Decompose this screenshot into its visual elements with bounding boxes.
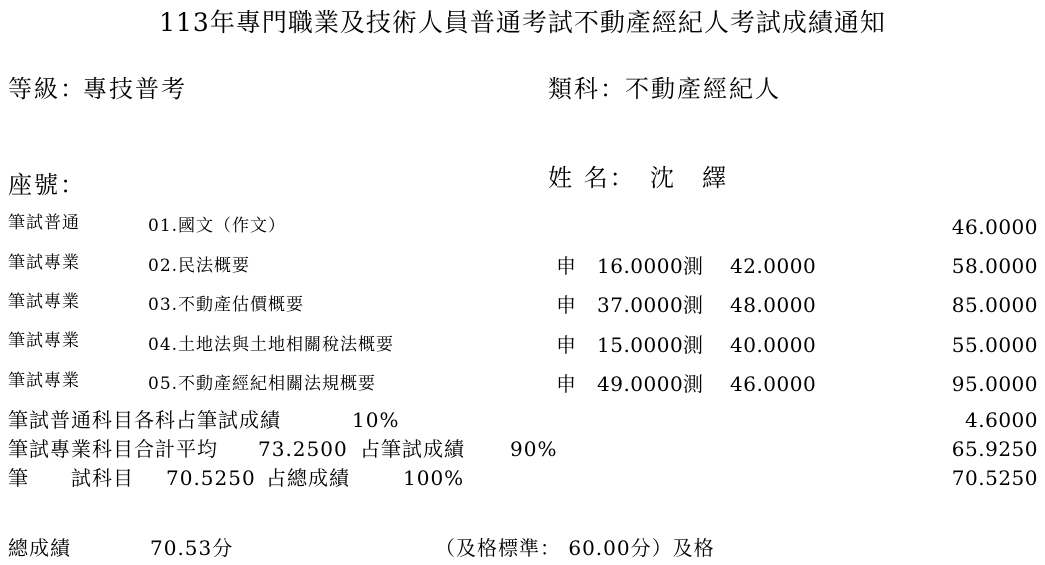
subject-name: 05.不動產經紀相關法規概要 (148, 374, 377, 394)
summary-label: 筆試專業科目合計平均 (8, 437, 218, 461)
essay-label: 申 (556, 254, 577, 278)
total-score: 70.53分 (150, 536, 234, 560)
summary-label: 筆試普通科目各科占筆試成績 (8, 408, 281, 432)
subject-score: 58.0000 (951, 254, 1038, 278)
seat-label: 座號： (8, 171, 86, 199)
essay-label: 申 (556, 333, 577, 357)
subject-type: 筆試專業 (8, 253, 80, 273)
category-label: 類科： (548, 75, 626, 103)
subject-name: 01.國文（作文） (148, 216, 287, 236)
subject-type: 筆試專業 (8, 331, 80, 351)
subject-type: 筆試專業 (8, 371, 80, 391)
test-label: 測 (683, 333, 704, 357)
page-title: 113年專門職業及技術人員普通考試不動產經紀人考試成績通知 (159, 8, 886, 37)
summary-percent: 100% (403, 466, 465, 490)
essay-label: 申 (556, 293, 577, 317)
subject-name: 04.土地法與土地相關稅法概要 (148, 335, 395, 355)
subject-score: 95.0000 (951, 372, 1038, 396)
subject-name: 02.民法概要 (148, 256, 251, 276)
subject-score: 55.0000 (951, 333, 1038, 357)
test-score: 42.0000 (730, 254, 817, 278)
summary-average: 70.5250 (166, 466, 256, 490)
test-score: 46.0000 (730, 372, 817, 396)
essay-score: 37.0000 (597, 293, 684, 317)
grade-value: 專技普考 (83, 75, 187, 103)
summary-label: 筆 試科目 (8, 466, 134, 490)
essay-label: 申 (556, 372, 577, 396)
subject-score: 85.0000 (951, 293, 1038, 317)
name-label: 姓 名： (548, 164, 636, 192)
summary-value: 70.5250 (951, 466, 1038, 490)
test-label: 測 (683, 254, 704, 278)
test-score: 40.0000 (730, 333, 817, 357)
essay-score: 15.0000 (597, 333, 684, 357)
summary-percent: 10% (352, 408, 400, 432)
subject-name: 03.不動產估價概要 (148, 295, 305, 315)
grade-label: 等級： (8, 75, 86, 103)
test-score: 48.0000 (730, 293, 817, 317)
summary-percent: 90% (510, 437, 558, 461)
summary-value: 4.6000 (965, 408, 1038, 432)
subject-type: 筆試專業 (8, 292, 80, 312)
essay-score: 16.0000 (597, 254, 684, 278)
summary-percent-label: 占筆試成績 (360, 437, 465, 461)
subject-type: 筆試普通 (8, 213, 80, 233)
category-value: 不動產經紀人 (625, 75, 781, 103)
total-label: 總成績 (8, 536, 71, 560)
pass-standard: （及格標準： 60.00分）及格 (435, 536, 715, 560)
test-label: 測 (683, 372, 704, 396)
subject-score: 46.0000 (951, 215, 1038, 239)
essay-score: 49.0000 (597, 372, 684, 396)
summary-average: 73.2500 (258, 437, 348, 461)
summary-percent-label: 占總成績 (266, 466, 350, 490)
name-value: 沈 繹 (650, 164, 728, 192)
test-label: 測 (683, 293, 704, 317)
summary-value: 65.9250 (951, 437, 1038, 461)
